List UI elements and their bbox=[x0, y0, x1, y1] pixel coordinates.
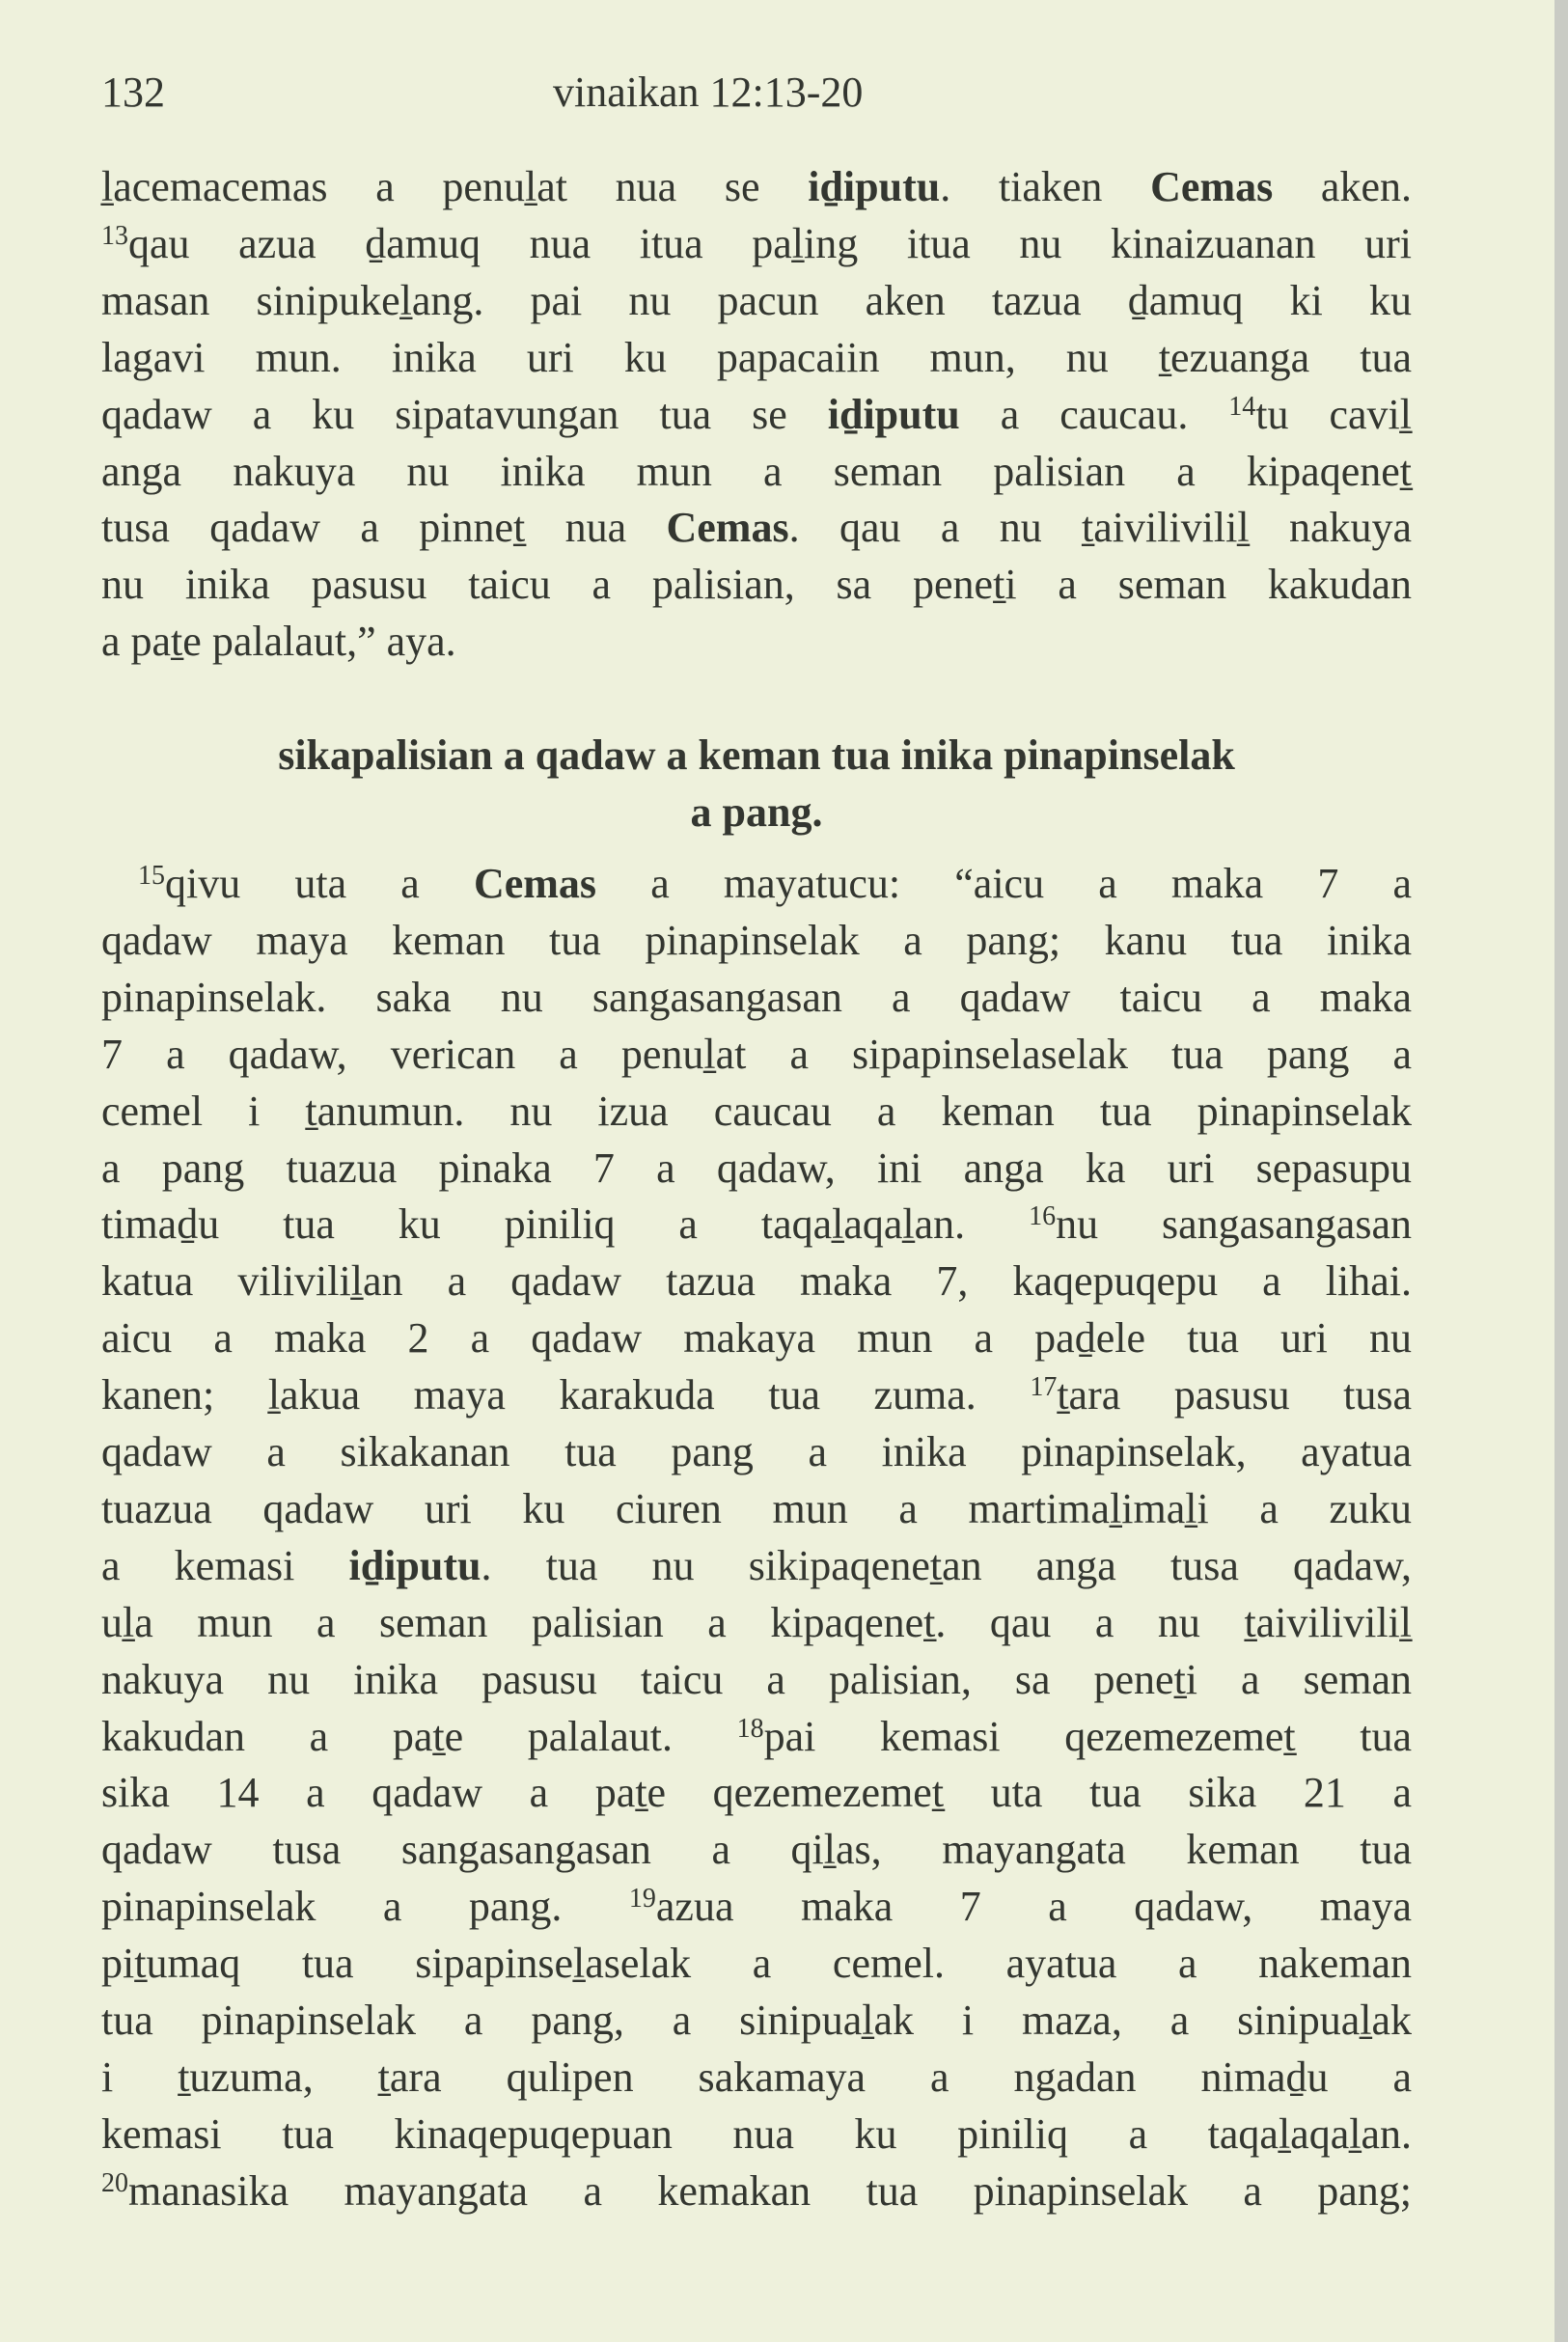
text-run: nakuya nu inika pasusu taicu a palisian, sa peneṯi a seman bbox=[101, 1655, 1412, 1703]
text-run: . tiaken bbox=[940, 163, 1151, 210]
text-line bbox=[101, 499, 1412, 556]
text-run: masan sinipukeḻang. pai nu pacun aken tazua ḏamuq ki ku bbox=[101, 276, 1412, 324]
text-run: . tua nu sikipaqeneṯan anga tusa qadaw, bbox=[481, 1541, 1412, 1589]
bold-term: iḏiputu bbox=[808, 163, 941, 210]
text-run: tuazua qadaw uri ku ciuren mun a martimaḻimaḻi a zuku bbox=[101, 1484, 1412, 1532]
text-line bbox=[101, 1196, 1412, 1253]
text-run: manasika mayangata a kemakan tua pinapinselak a pang; bbox=[128, 2166, 1412, 2215]
text-line bbox=[101, 329, 1412, 386]
text-line bbox=[101, 1992, 1412, 2049]
text-run: ḻacemacemas a penuḻat nua se bbox=[101, 163, 809, 210]
text-line bbox=[101, 1026, 1412, 1083]
text-run: qadaw a ku sipatavungan tua se bbox=[101, 390, 828, 438]
text-run: qau azua ḏamuq nua itua paḻing itua nu kinaizuanan uri bbox=[128, 219, 1412, 267]
text-run: pai kemasi qezemezemeṯ tua bbox=[763, 1712, 1412, 1760]
text-run: qadaw tusa sangasangasan a qiḻas, mayangata keman tua bbox=[101, 1826, 1412, 1874]
verse-number: 16 bbox=[1029, 1201, 1057, 1232]
text-run: tua pinapinselak a pang, a sinipuaḻak i maza, a sinipuaḻak bbox=[101, 1997, 1412, 2044]
text-run: kemasi tua kinaqepuqepuan nua ku piniliq a taqaḻaqaḻan. bbox=[101, 2109, 1412, 2158]
text-line bbox=[101, 1764, 1412, 1821]
text-run: nu inika pasusu taicu a palisian, sa peneṯi a seman kakudan bbox=[101, 561, 1412, 609]
text-run: qadaw a sikakanan tua pang a inika pinapinselak, ayatua bbox=[101, 1428, 1412, 1475]
text-run: a pang tuazua pinaka 7 a qadaw, ini anga ka uri sepasupu bbox=[101, 1143, 1412, 1192]
page-edge bbox=[1554, 0, 1568, 2342]
text-run: uḻa mun a seman palisian a kipaqeneṯ. qau a nu ṯaiviliviliḻ bbox=[101, 1598, 1412, 1646]
text-run: ṯara pasusu tusa bbox=[1057, 1371, 1412, 1419]
text-run: anga nakuya nu inika mun a seman palisian a kipaqeneṯ bbox=[101, 447, 1412, 495]
text-run: nu sangasangasan bbox=[1056, 1200, 1412, 1249]
verse-number: 17 bbox=[1030, 1372, 1058, 1403]
text-line bbox=[101, 272, 1412, 329]
verse-number: 14 bbox=[1228, 391, 1256, 422]
text-line bbox=[101, 215, 1412, 272]
text-line bbox=[101, 2163, 1412, 2219]
text-line bbox=[101, 1651, 1412, 1708]
text-run: a paṯe palalaut,” aya. bbox=[101, 618, 456, 666]
bold-term: iḏiputu bbox=[348, 1541, 481, 1589]
verse-number: 15 bbox=[138, 861, 165, 891]
text-line bbox=[101, 912, 1412, 969]
text-line bbox=[101, 969, 1412, 1026]
text-line bbox=[101, 1537, 1412, 1594]
text-run: cemel i ṯanumun. nu izua caucau a keman tua pinapinselak bbox=[101, 1087, 1412, 1135]
text-run: azua maka 7 a qadaw, maya bbox=[655, 1883, 1412, 1931]
verse-number: 20 bbox=[101, 2167, 128, 2198]
page-number: 132 bbox=[101, 69, 165, 116]
text-run: 7 a qadaw, verican a penuḻat a sipapinselaselak tua pang a bbox=[101, 1030, 1412, 1078]
text-line bbox=[101, 556, 1412, 613]
text-run: qivu uta a bbox=[165, 860, 474, 907]
text-run: . qau a nu ṯaiviliviliḻ nakuya bbox=[788, 504, 1413, 552]
text-run: piṯumaq tua sipapinseḻaselak a cemel. ayatua a nakeman bbox=[101, 1940, 1412, 1988]
text-run: tusa qadaw a pinneṯ nua bbox=[101, 504, 667, 552]
text-run: a caucau. bbox=[959, 390, 1229, 438]
text-run: sika 14 a qadaw a paṯe qezemezemeṯ uta tua sika 21 a bbox=[101, 1769, 1412, 1817]
section-heading-line-2: a pang. bbox=[690, 788, 823, 836]
text-run: qadaw maya keman tua pinapinselak a pang; kanu tua inika bbox=[101, 916, 1412, 964]
text-run: a mayatucu: “aicu a maka 7 a bbox=[596, 860, 1412, 907]
text-line bbox=[101, 1140, 1412, 1197]
text-run: pinapinselak a pang. bbox=[101, 1883, 629, 1931]
text-line bbox=[101, 1935, 1412, 1992]
text-line bbox=[101, 1366, 1412, 1423]
text-line bbox=[101, 1083, 1412, 1140]
text-line bbox=[101, 613, 1412, 670]
text-line bbox=[101, 855, 1412, 912]
text-run: lagavi mun. inika uri ku papacaiin mun, nu ṯezuanga tua bbox=[101, 333, 1412, 381]
text-line bbox=[101, 1594, 1412, 1651]
bold-term: Cemas bbox=[473, 860, 597, 907]
bold-term: Cemas bbox=[1150, 163, 1274, 210]
running-head: vinaikan 12:13-20 bbox=[553, 69, 864, 116]
section-heading-line-1: sikapalisian a qadaw a keman tua inika pinapinselak bbox=[278, 731, 1235, 779]
text-line bbox=[101, 1708, 1412, 1765]
text-run: i ṯuzuma, ṯara qulipen sakamaya a ngadan nimaḏu a bbox=[101, 2053, 1412, 2101]
text-line bbox=[101, 2106, 1412, 2163]
text-line bbox=[101, 1423, 1412, 1480]
text-run: timaḏu tua ku piniliq a taqaḻaqaḻan. bbox=[101, 1200, 1030, 1249]
text-line bbox=[101, 158, 1412, 215]
text-line bbox=[101, 386, 1412, 443]
text-run: aken. bbox=[1273, 163, 1412, 210]
text-line bbox=[101, 1480, 1412, 1537]
bold-term: Cemas bbox=[666, 504, 789, 552]
verse-number: 13 bbox=[101, 220, 128, 251]
verse-number: 18 bbox=[736, 1713, 764, 1744]
text-line bbox=[101, 1878, 1412, 1935]
verse-number: 19 bbox=[628, 1884, 656, 1915]
text-line bbox=[101, 443, 1412, 500]
text-line bbox=[101, 1821, 1412, 1878]
text-run: a kemasi bbox=[101, 1541, 349, 1589]
text-line bbox=[101, 1253, 1412, 1309]
text-run: katua viliviliḻan a qadaw tazua maka 7, kaqepuqepu a lihai. bbox=[101, 1257, 1412, 1306]
bold-term: iḏiputu bbox=[827, 390, 960, 438]
text-run: kakudan a paṯe palalaut. bbox=[101, 1712, 737, 1760]
text-run: kanen; ḻakua maya karakuda tua zuma. bbox=[101, 1371, 1031, 1419]
text-line bbox=[101, 1309, 1412, 1366]
text-line bbox=[101, 2049, 1412, 2106]
text-run: aicu a maka 2 a qadaw makaya mun a paḏele tua uri nu bbox=[101, 1314, 1412, 1363]
text-run: pinapinselak. saka nu sangasangasan a qadaw taicu a maka bbox=[101, 973, 1412, 1021]
text-run: tu caviḻ bbox=[1255, 390, 1412, 438]
